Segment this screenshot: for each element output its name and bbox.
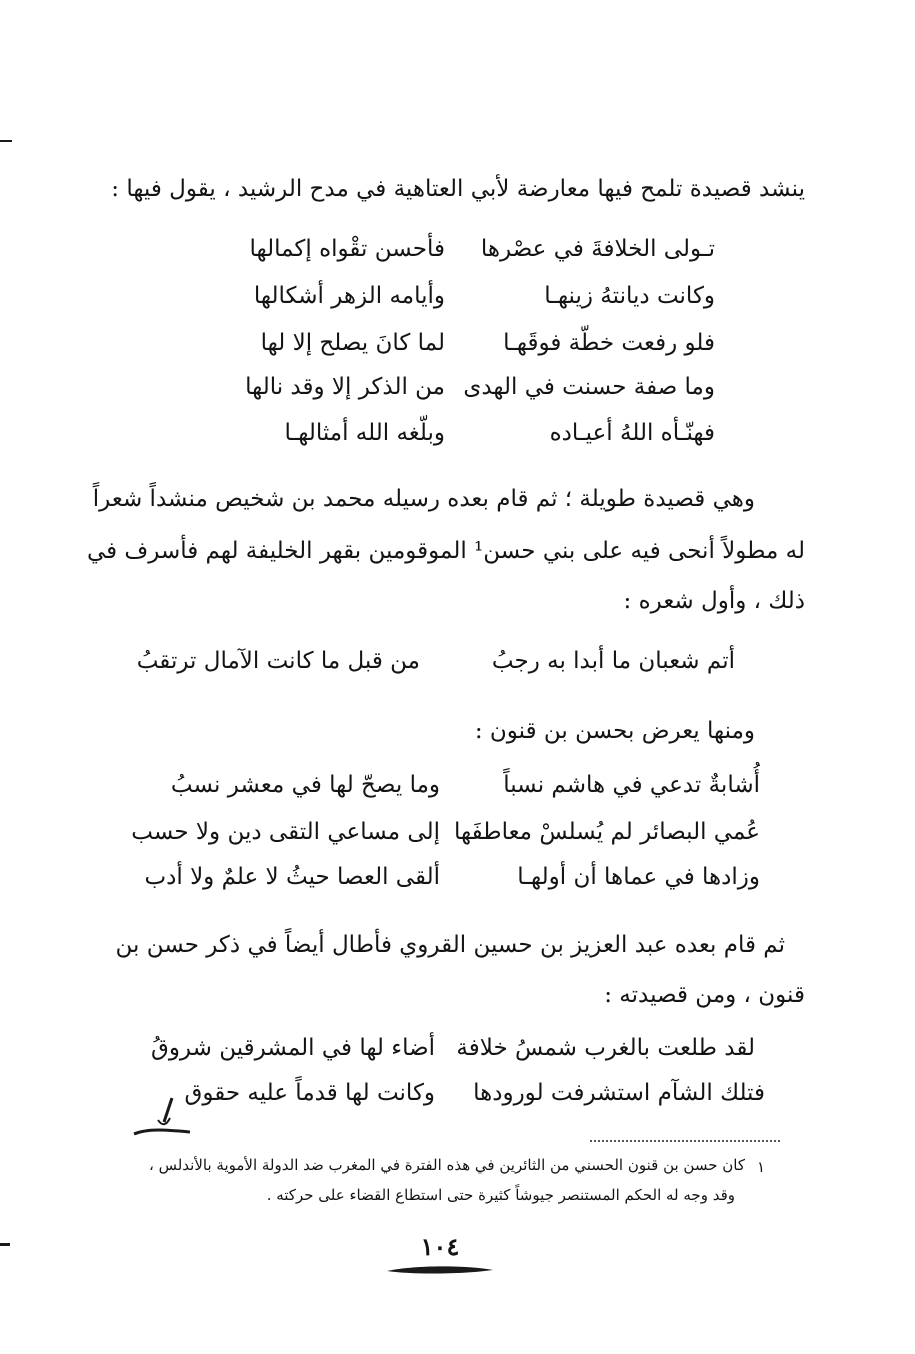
verse-hemistich-second: وأيامه الزهر أشكالها <box>253 283 445 309</box>
footnote-line: كان حسن بن قنون الحسني من الثائرين في هذه الفترة في المغرب ضد الدولة الأموية بالأندلس ، <box>148 1156 745 1174</box>
verse-hemistich-second: ألقى العصا حيثُ لا علمٌ ولا أدب <box>144 864 440 890</box>
verse-hemistich-first: فهنّـأه اللهُ أعيـاده <box>549 420 715 446</box>
verse-hemistich-first: أُشابةٌ تدعي في هاشم نسباً <box>503 772 760 798</box>
verse-hemistich-second: أضاء لها في المشرقين شروقُ <box>150 1035 435 1061</box>
footnote-separator <box>590 1140 780 1142</box>
margin-mark <box>0 140 12 142</box>
page-number-ornament <box>385 1262 495 1278</box>
verse-hemistich-second: لما كانَ يصلح إلا لها <box>260 330 445 356</box>
verse-hemistich-second: فأحسن تقْواه إكمالها <box>249 236 445 262</box>
footnote-number: ١ <box>756 1158 765 1176</box>
paragraph-line: له مطولاً أنحى فيه على بني حسن¹ الموقومين بقهر الخليفة لهم فأسرف في <box>86 538 805 564</box>
margin-mark <box>0 1243 10 1246</box>
page-number: ١٠٤ <box>420 1232 460 1261</box>
verse-hemistich-first: وما صفة حسنت في الهدى <box>463 374 715 400</box>
flourish-mark <box>128 1088 198 1140</box>
paragraph-line: ذلك ، وأول شعره : <box>623 588 805 614</box>
verse-hemistich-second: إلى مساعي التقى دين ولا حسب <box>131 819 440 845</box>
verse-hemistich-first: فلو رفعت خطّة فوقَهـا <box>503 330 715 356</box>
verse-hemistich-second: وكانت لها قدماً عليه حقوق <box>184 1080 435 1106</box>
intro-line: ينشد قصيدة تلمح فيها معارضة لأبي العتاهية في مدح الرشيد ، يقول فيها : <box>111 176 805 202</box>
verse-hemistich-second: من قبل ما كانت الآمال ترتقبُ <box>136 648 420 674</box>
verse-hemistich-second: من الذكر إلا وقد نالها <box>245 374 445 400</box>
footnote-line: وقد وجه له الحكم المستنصر جيوشاً كثيرة حتى استطاع القضاء على حركته . <box>266 1186 735 1204</box>
verse-hemistich-first: وزادها في عماها أن أولهـا <box>517 864 760 890</box>
verse-hemistich-first: أتم شعبان ما أبدا به رجبُ <box>491 648 735 674</box>
verse-hemistich-first: عُمي البصائر لم يُسلسْ معاطفَها <box>454 819 760 845</box>
paragraph-line: ومنها يعرض بحسن بن قنون : <box>474 718 755 744</box>
verse-hemistich-first: لقد طلعت بالغرب شمسُ خلافة <box>456 1035 755 1061</box>
verse-hemistich-first: وكانت ديانتهُ زينهـا <box>544 283 715 309</box>
paragraph-line: قنون ، ومن قصيدته : <box>604 982 805 1008</box>
verse-hemistich-second: وما يصحّ لها في معشر نسبُ <box>170 772 440 798</box>
paragraph-line: وهي قصيدة طويلة ؛ ثم قام بعده رسيله محمد بن شخيص منشداً شعراً <box>92 486 755 512</box>
verse-hemistich-first: تـولى الخلافةَ في عصْرها <box>480 236 715 262</box>
verse-hemistich-second: وبلّغه الله أمثالهـا <box>284 420 445 446</box>
verse-hemistich-first: فتلك الشآم استشرفت لورودها <box>473 1080 765 1106</box>
paragraph-line: ثم قام بعده عبد العزيز بن حسين القروي فأطال أيضاً في ذكر حسن بن <box>115 932 785 958</box>
